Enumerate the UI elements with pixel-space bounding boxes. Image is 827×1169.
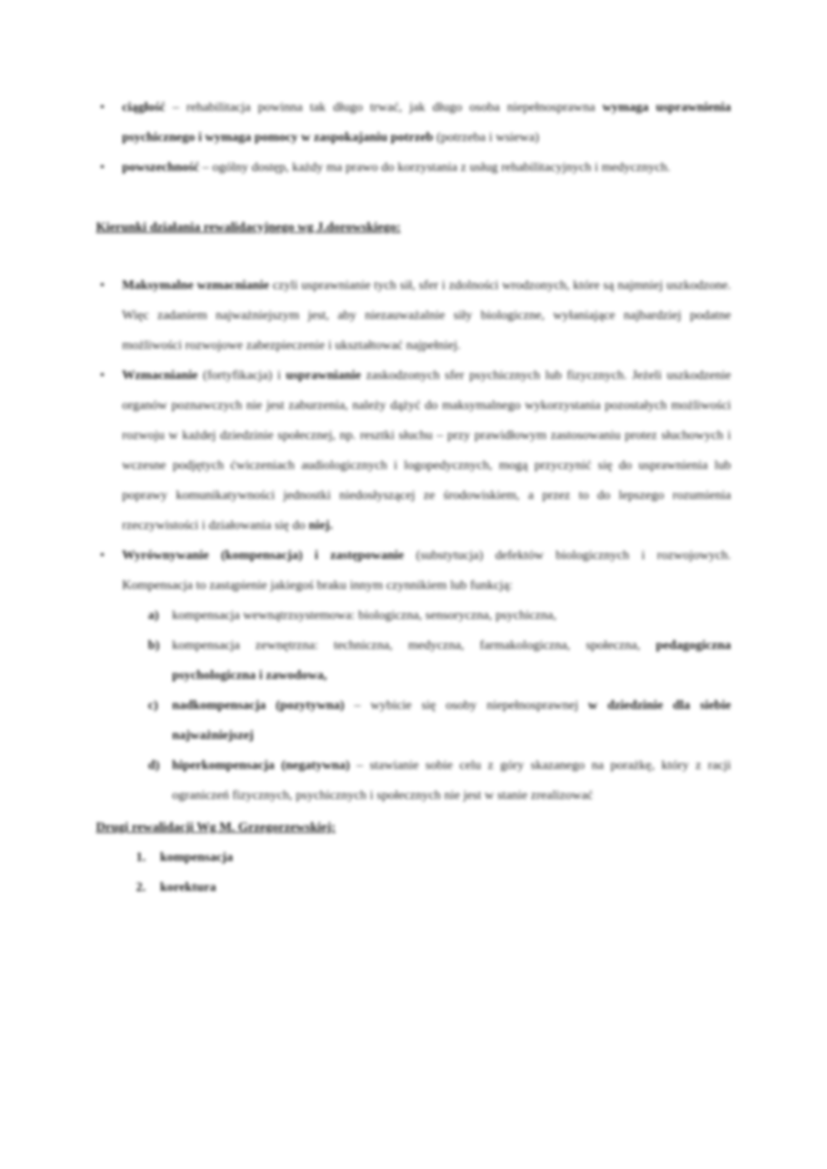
tail-wzmacnianie: niej.	[308, 517, 333, 532]
numbered-item-1	[136, 842, 731, 872]
main-bullet-list	[96, 270, 731, 810]
section-heading-kierunki: Kierunki działania rewalidacyjnego wg J.dorowskiego:	[96, 219, 401, 234]
sublist-text: kompensacja zewnętrzna: techniczna, medyczna, farmakologiczna, społeczna,	[172, 637, 656, 652]
text-wzmacnianie-a: (fortyfikacja) i	[197, 367, 286, 382]
term-ciaglosc: ciągłość	[122, 99, 166, 114]
numbered-marker: 2.	[136, 879, 146, 894]
sublist-marker: c)	[148, 697, 159, 712]
text-maksymalne: czyli usprawnianie tych sił, sfer i zdolności wrodzonych, które są najmniej uszkodzone. Więc zadaniem najważniejszym jest, aby niezauważalnie siły biologiczne, wyłaniające najbardziej podatne możliwości rozwojowe zabezpieczenie i ukształtować najpełniej.	[122, 277, 731, 352]
bullet-maksymalne	[96, 270, 731, 360]
term-maksymalne: Maksymalne wzmacnianie	[122, 277, 270, 292]
compensation-sublist	[122, 600, 731, 810]
numbered-text: kompensacja	[160, 849, 233, 864]
sublist-marker: d)	[148, 757, 160, 772]
sublist-marker: a)	[148, 607, 159, 622]
sublist-text: kompensacja wewnątrzsystemowa: biologiczna, sensoryczna, psychiczna,	[172, 607, 557, 622]
text-ciaglosc: – rehabilitacja powinna tak długo trwać, jak długo osoba niepełnosprawna	[165, 99, 603, 114]
section-heading-grzegorzewska: Drugi rewalidacji Wg M. Grzegorzewskiej:	[96, 819, 336, 834]
numbered-text: korektura	[160, 879, 217, 894]
sublist-bold-tail: w dziedzinie dla siebie najważniejszej	[172, 697, 732, 742]
term-usprawnianie: usprawnianie	[285, 367, 362, 382]
bold-ciaglosc: wymaga usprawnienia psychicznego i wymaga pomocy w zaspokajaniu potrzeb	[122, 99, 731, 144]
sublist-term: hiperkompensacja (negatywna)	[172, 757, 350, 772]
numbered-marker: 1.	[136, 849, 146, 864]
numbered-list	[96, 842, 731, 902]
sublist-bold-tail: pedagogiczna psychologiczna i zawodowa,	[172, 637, 731, 682]
text-powszechnosc: – ogólny dostęp, każdy ma prawo do korzystania z usług rehabilitacyjnych i medycznych.	[199, 159, 671, 174]
term-wyrownywanie: Wyrównywanie (kompensacja) i zastępowanie	[122, 547, 404, 562]
sublist-text: – wybicie się osoby niepełnosprawnej	[344, 697, 589, 712]
bullet-wyrownywanie	[96, 540, 731, 810]
sublist-item-a	[148, 600, 731, 630]
numbered-item-2	[136, 872, 731, 902]
sublist-marker: b)	[148, 637, 160, 652]
bullet-wzmacnianie	[96, 360, 731, 540]
sublist-term: nadkompensacja (pozytywna)	[172, 697, 345, 712]
bullet-powszechnosc	[96, 152, 731, 182]
text-wzmacnianie-b: zaskodzonych sfer psychicznych lub fizycznych. Jeżeli uszkodzenie organów poznawczych nie jest zaburzenia, należy dążyć do maksymalnego wykorzystania pozostałych możliwości rozwoju w każdej dziedzinie społecznej, np. resztki słuchu – przy prawidłowym zastosowaniu protez słuchowych i wczesne podjętych ćwiczeniach audiologicznych i logopedycznych, mogą przyczynić się do usprawnienia lub poprawy komunikatywności jednostki niedosłyszącej ze środowiskiem, a przez to do lepszego rozumienia rzeczywistości i działowania się do	[122, 367, 731, 532]
text-wyrownywanie: (substytucja) defektów biologicznych i rozwojowych. Kompensacja to zastąpienie jakiegoś braku innym czynnikiem lub funkcją:	[122, 547, 732, 592]
top-bullet-list	[96, 92, 731, 182]
term-wzmacnianie: Wzmacnianie	[122, 367, 198, 382]
sublist-item-c	[148, 690, 731, 750]
sublist-item-b	[148, 630, 731, 690]
sublist-item-d	[148, 750, 731, 810]
tail-ciaglosc: (potrzeba i wsiewa)	[433, 129, 540, 144]
bullet-ciaglosc	[96, 92, 731, 152]
sublist-text: – stawianie sobie celu z góry skazanego na porażkę, który z racji ograniczeń fizycznych, psychicznych i społecznych nie jest w stanie zrealizować	[172, 757, 732, 802]
term-powszechnosc: powszechność	[122, 159, 200, 174]
